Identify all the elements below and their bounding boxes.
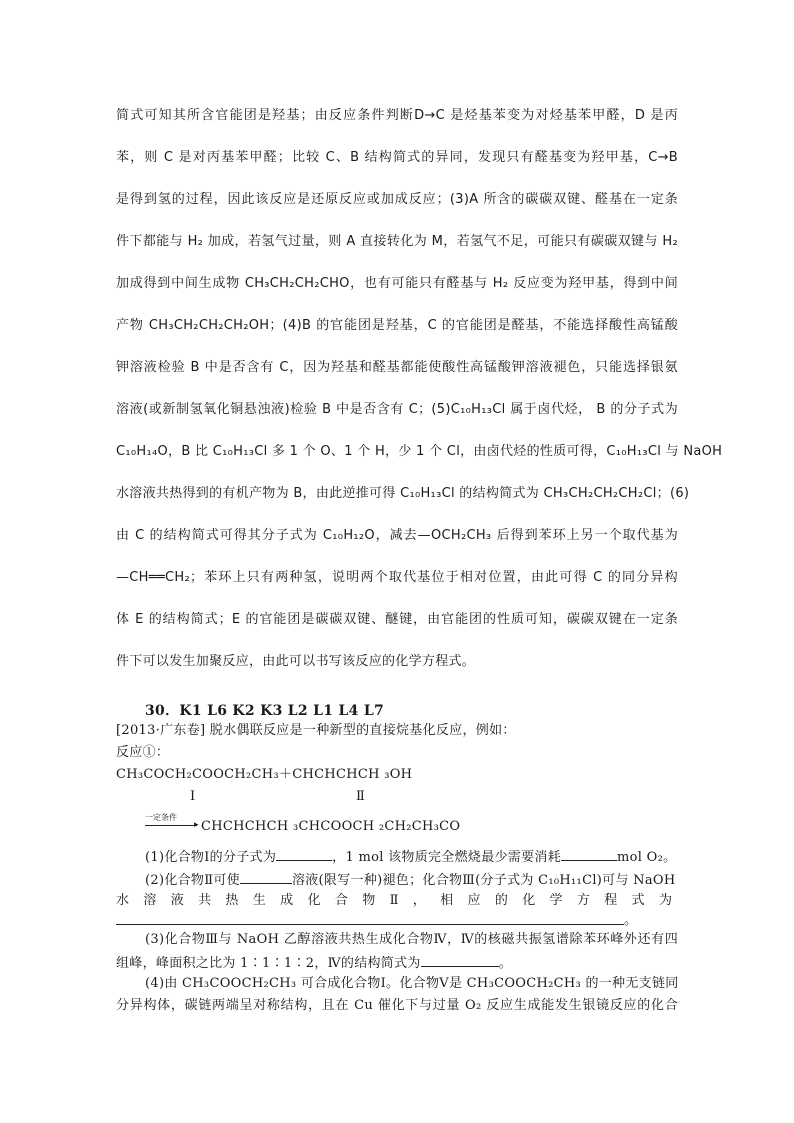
question-4-line-2: 分异构体，碳链两端呈对称结构，且在 Cu 催化下与过量 O₂ 反应生成能发生银镜反应的化合 — [116, 998, 678, 1013]
reaction-label: 反应①： — [116, 745, 170, 760]
analysis-line-8: 溶液(或新制氢氧化铜悬浊液)检验 B 中是否含有 C；(5)C₁₀H₁₃Cl 属于卤代烃， B 的分子式为 — [116, 402, 678, 417]
analysis-line-4: 件下都能与 H₂ 加成，若氢气过量，则 A 直接转化为 M，若氢气不足，可能只有碳碳双键与 H₂ — [116, 234, 678, 249]
analysis-line-7: 钾溶液检验 B 中是否含有 C，因为羟基和醛基都能使酸性高锰酸钾溶液褪色，只能选择银氨 — [116, 360, 678, 375]
q2-text-b: 溶液(限写一种)褪色；化合物Ⅲ(分子式为 C₁₀H₁₁Cl)可与 NaOH — [291, 873, 676, 888]
analysis-line-5: 加成得到中间生成物 CH₃CH₂CH₂CHO，也有可能只有醛基与 H₂ 反应变为羟甲基，得到中间 — [116, 276, 678, 291]
question-1 — [145, 848, 678, 866]
arrow-head-icon: ▸ — [194, 820, 199, 830]
arrow-condition: 一定条件 — [145, 813, 177, 822]
analysis-line-14: 件下可以发生加聚反应，由此可以书写该反应的化学方程式。 — [116, 654, 476, 669]
question-3-line-1: (3)化合物Ⅲ与 NaOH 乙醇溶液共热生成化合物Ⅳ，Ⅳ的核磁共振氢谱除苯环峰外还有四 — [145, 932, 678, 947]
analysis-line-12: —CH══CH₂；苯环上只有两种氢，说明两个取代基位于相对位置，由此可得 C 的同分异构 — [116, 570, 678, 585]
compound-label-1: Ⅰ — [190, 789, 196, 804]
analysis-line-3: 是得到氢的过程，因此该反应是还原反应或加成反应；(3)A 所含的碳碳双键、醛基在一定条 — [116, 192, 678, 207]
q1-text-a: (1)化合物Ⅰ的分子式为 — [145, 850, 277, 865]
question-2-line-2: 水溶液共热生成化合物Ⅱ，相应的化学方程式为 — [116, 893, 678, 908]
analysis-line-10: 水溶液共热得到的有机产物为 B，由此逆推可得 C₁₀H₁₃Cl 的结构简式为 CH₃CH₂CH₂CH₂Cl；(6) — [116, 486, 690, 501]
q1-text-b: ，1 mol 该物质完全燃烧最少需要消耗 — [332, 850, 562, 865]
question-4-line-1: (4)由 CH₃COOCH₂CH₃ 可合成化合物Ⅰ。化合物Ⅴ是 CH₃COOCH₂CH₃ 的一种无支链同 — [145, 976, 679, 991]
analysis-line-13: 体 E 的结构简式；E 的官能团是碳碳双键、醚键，由官能团的性质可知，碳碳双键在一定条 — [116, 612, 678, 627]
q3-text-a: 组峰，峰面积之比为 1∶1∶1∶2，Ⅳ的结构简式为 — [116, 956, 421, 971]
question-heading: 30．K1 L6 K2 K3 L2 L1 L4 L7 — [145, 703, 385, 719]
analysis-line-1: 简式可知其所含官能团是羟基；由反应条件判断D→C 是烃基苯变为对烃基苯甲醛，D 是丙 — [116, 108, 678, 123]
analysis-line-9: C₁₀H₁₄O，B 比 C₁₀H₁₃Cl 多 1 个 O、1 个 H，少 1 个 Cl，由卤代烃的性质可得，C₁₀H₁₃Cl 与 NaOH — [116, 444, 723, 459]
q2-blank-equation[interactable] — [116, 924, 624, 925]
q2-text-a: (2)化合物Ⅱ可使 — [145, 873, 240, 888]
q2-end-mark: 。 — [624, 913, 638, 928]
analysis-line-6: 产物 CH₃CH₂CH₂CH₂OH；(4)B 的官能团是羟基，C 的官能团是醛基，不能选择酸性高锰酸 — [116, 318, 678, 333]
q1-text-c: mol O₂。 — [617, 850, 677, 865]
analysis-line-2: 苯，则 C 是对丙基苯甲醛；比较 C、B 结构简式的异同，发现只有醛基变为羟甲基，C→B — [116, 150, 678, 165]
reaction-reactants: CH₃COCH₂COOCH₂CH₃＋CHCHCHCH ₃OH — [116, 767, 413, 782]
question-3-line-2 — [116, 954, 678, 972]
q1-blank-formula[interactable] — [276, 848, 332, 861]
compound-label-2: Ⅱ — [356, 789, 365, 804]
q1-blank-o2[interactable] — [561, 848, 617, 861]
q3-text-b: 。 — [498, 956, 513, 971]
question-source: [2013·广东卷] 脱水偶联反应是一种新型的直接烷基化反应，例如： — [116, 723, 516, 738]
reaction-product: CHCHCHCH ₃CHCOOCH ₂CH₂CH₃CO — [201, 819, 461, 834]
q3-blank-structure[interactable] — [421, 954, 499, 967]
analysis-line-11: 由 C 的结构简式可得其分子式为 C₁₀H₁₂O，减去—OCH₂CH₃ 后得到苯环上另一个取代基为 — [116, 528, 678, 543]
question-2 — [145, 871, 678, 889]
reaction-arrow — [145, 825, 197, 826]
q2-blank-solution[interactable] — [240, 871, 292, 884]
